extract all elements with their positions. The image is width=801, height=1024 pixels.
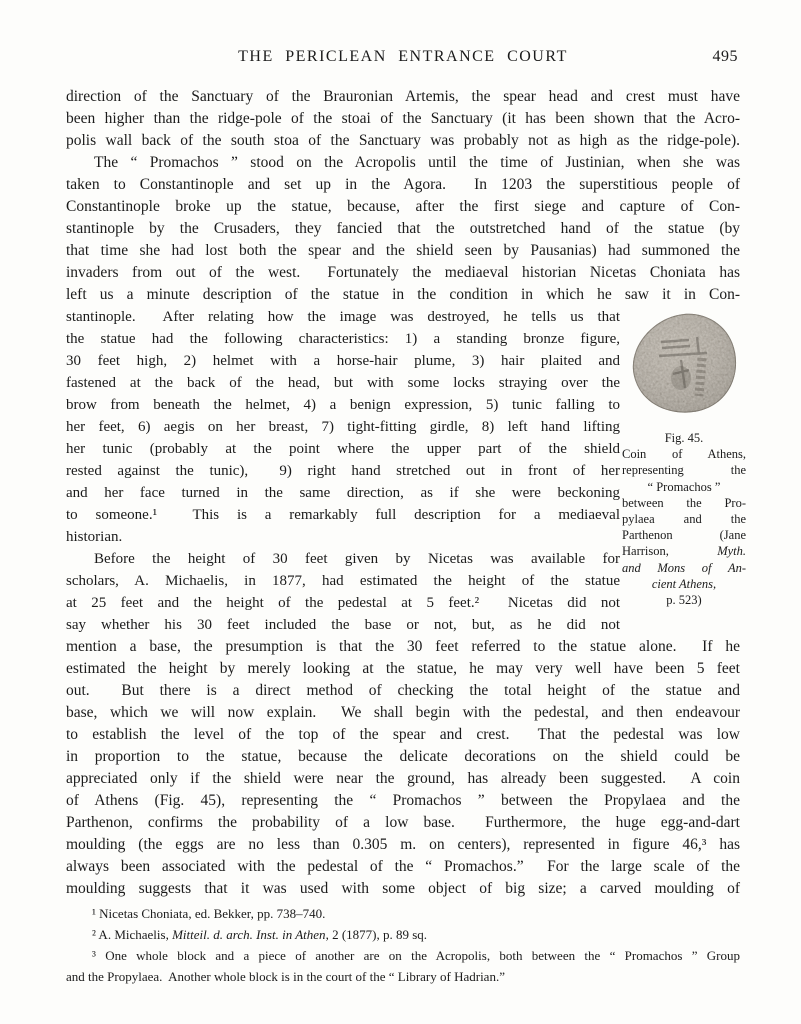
text-line: always been associated with the pedestal of the “ Promachos.” For the large scale of the [66, 858, 740, 875]
text-line: that time she had lost both the spear and the shield seen by Pausanias) had summoned the [66, 242, 740, 259]
page-title: THE PERICLEAN ENTRANCE COURT [238, 48, 568, 65]
text-line: fastened at the back of the head, but with some locks straying over the [66, 375, 620, 391]
text-line: of Athens (Fig. 45), representing the “ Promachos ” between the Propylaea and the [66, 792, 740, 809]
text-line: cient Athens, [651, 576, 717, 591]
page-number: 495 [712, 48, 738, 65]
text-line: mention a base, the presumption is that the 30 feet referred to the statue alone. If he [66, 638, 740, 655]
text-line: Harrison, Myth. [622, 544, 746, 559]
text-line: brow from beneath the helmet, 4) a benign expression, 5) tunic falling to [66, 397, 620, 413]
text-line: her feet, 6) aegis on her breast, 7) tight-fitting girdle, 8) left hand lifting [66, 419, 620, 435]
text-line: Coin of Athens, [622, 447, 746, 462]
text-line: estimated the height by merely looking at the statue, he may very well have been 5 feet [66, 660, 740, 677]
text-line: Constantinople broke up the statue, because, after the first siege and capture of Con- [66, 198, 740, 215]
text-line: in proportion to the statue, because the delicate decorations on the shield could be [66, 748, 740, 765]
text-line: p. 523) [666, 593, 702, 608]
text-line: moulding (the eggs are no less than 0.305 m. on centers), represented in figure 46,³ has [66, 836, 740, 853]
text-line: ¹ Nicetas Choniata, ed. Bekker, pp. 738–740. [92, 906, 326, 921]
text-line: ³ One whole block and a piece of another are on the Acropolis, both between the “ Promachos ” Group [92, 948, 740, 963]
text-line: base, which we will now explain. We shall begin with the pedestal, and then endeavour [66, 704, 740, 721]
text-line: 30 feet high, 2) helmet with a horse-hair plume, 3) hair plaited and [66, 353, 620, 369]
figure-caption [622, 430, 746, 608]
text-line: representing the [622, 463, 746, 478]
text-line: polis wall back of the south stoa of the Sanctuary was probably not as high as the ridge-pole). [66, 132, 740, 149]
text-line: left us a minute description of the statue in the condition in which he saw it in Con- [66, 286, 740, 303]
text-line: at 25 feet and the height of the pedestal at 5 feet.² Nicetas did not [66, 595, 620, 611]
text-line: been higher than the ridge-pole of the stoai of the Sanctuary (it has been shown that the Acro- [66, 110, 740, 127]
text-line: stantinople by the Crusaders, they fancied that the outstretched hand of the statue (by [66, 220, 740, 237]
text-line: to establish the level of the top of the spear and crest. That the pedestal was low [66, 726, 740, 743]
text-line: taken to Constantinople and set up in the Agora. In 1203 the superstitious people of [66, 176, 740, 193]
text-line: and Mons of An- [622, 560, 746, 575]
text-line: Parthenon, confirms the probability of a low base. Furthermore, the huge egg-and-dart [66, 814, 740, 831]
text-line: moulding suggests that it was used with some object of big size; a carved moulding of [66, 880, 740, 897]
text-line: direction of the Sanctuary of the Brauronian Artemis, the spear head and crest must have [66, 88, 740, 105]
text-line: pylaea and the [622, 512, 746, 527]
text-line: to someone.¹ This is a remarkably full description for a mediaeval [66, 507, 620, 523]
text-line: Before the height of 30 feet given by Nicetas was available for [94, 551, 620, 567]
text-line: say whether his 30 feet included the base or not, but, as he did not [66, 617, 620, 633]
text-line: between the Pro- [622, 495, 746, 510]
text-line: out. But there is a direct method of checking the total height of the statue and [66, 682, 740, 699]
text-line: and her face turned in the same direction, as if she were beckoning [66, 485, 620, 501]
text-line: scholars, A. Michaelis, in 1877, had estimated the height of the statue [66, 573, 620, 589]
text-line: ² A. Michaelis, Mitteil. d. arch. Inst. in Athen, 2 (1877), p. 89 sq. [92, 927, 428, 942]
text-line: invaders from out of the west. Fortunately the mediaeval historian Nicetas Choniata has [66, 264, 740, 281]
text-line: “ Promachos ” [647, 479, 721, 494]
coin-photo [629, 312, 739, 414]
footnotes [66, 903, 740, 987]
text-line: Parthenon (Jane [622, 528, 746, 543]
text-line: rested against the tunic), 9) right hand stretched out in front of her [66, 463, 620, 479]
coin-of-athens-image [629, 312, 739, 414]
text-line: Fig. 45. [664, 431, 704, 445]
figure-45 [622, 312, 746, 608]
paragraph-block-bottom [66, 636, 740, 900]
page-content [66, 0, 746, 1024]
paragraph-block-top [66, 86, 740, 306]
text-line: stantinople. After relating how the image was destroyed, he tells us that [66, 309, 620, 325]
text-line: appreciated only if the shield were near the ground, has already been suggested. A coin [66, 770, 740, 787]
text-line: and the Propylaea. Another whole block is in the court of the “ Library of Hadrian.” [66, 969, 505, 984]
running-header [66, 48, 740, 70]
text-line: The “ Promachos ” stood on the Acropolis until the time of Justinian, when she was [94, 154, 740, 171]
text-line: the statue had the following characteristics: 1) a standing bronze figure, [66, 331, 620, 347]
text-line: historian. [66, 529, 123, 545]
paragraph-block-beside-figure [66, 306, 620, 636]
text-line: her tunic (probably at the point where the upper part of the shield [66, 441, 620, 457]
